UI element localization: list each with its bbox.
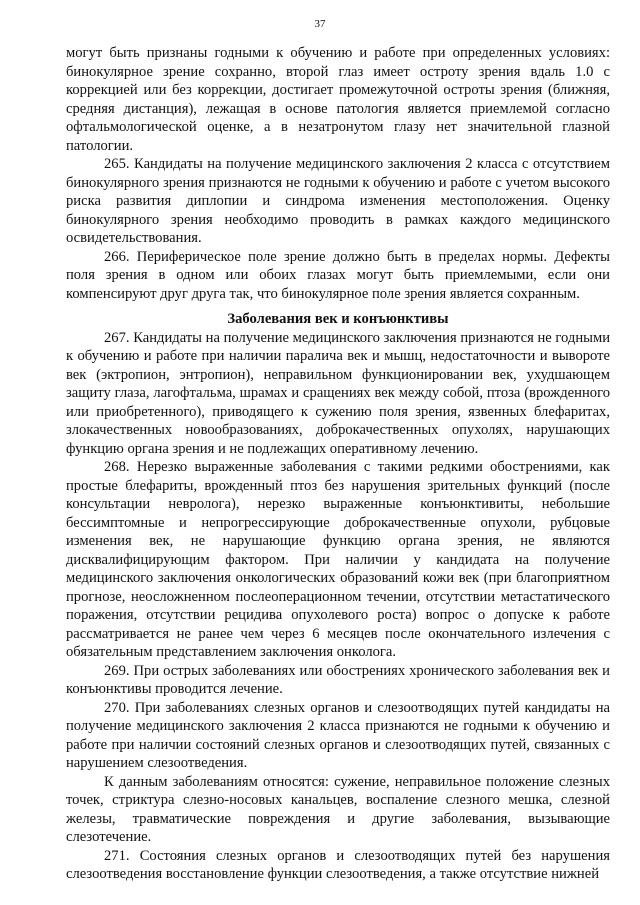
page-number: 37 bbox=[314, 18, 326, 30]
paragraph-267: 267. Кандидаты на получение медицинского заключения признаются не годными к обучению и работе при наличии паралича век и мышц, недостаточности и вывороте век (эктропион, энтропион), неправильном функционировании век, ухудшающем защиту глаза, лагофтальма, шрамах и сращениях век между собой, птоза (врожденного или приобретенного), приводящего к сужению поля зрения, язвенных блефаритах, злокачественных новообразованиях, доброкачественных опухолях, нарушающих функцию органа зрения и не подлежащих оперативному лечению. bbox=[66, 329, 610, 457]
paragraph-271: 271. Состояния слезных органов и слезоотводящих путей без нарушения слезоотведения восстановление функции слезоотведения, а также отсутствие нижней bbox=[66, 847, 610, 882]
document-body bbox=[66, 44, 610, 884]
paragraph-268: 268. Нерезко выраженные заболевания с такими редкими обострениями, как простые блефариты, врожденный птоз без нарушения зрительных функций (после консультации невролога), нерезко выраженные конъюнктивиты, небольшие бессимптомные и непрогрессирующие доброкачественные опухоли, рубцовые изменения век, не нарушающие функцию органа зрения, не являются дисквалифицирующим фактором. При наличии у кандидата на получение медицинского заключения онкологических образований кожи век (при благоприятном прогнозе, неосложненном послеоперационном течении, отсутствии метастатического поражения, отсутствии рецидива опухолевого роста) вопрос о допуске к работе рассматривается не ранее чем через 6 месяцев после окончательного излечения с обязательным представлением заключения онколога. bbox=[66, 459, 610, 660]
paragraph-270: 270. При заболеваниях слезных органов и слезоотводящих путей кандидаты на получение медицинского заключения 2 класса признаются не годными к обучению и работе при наличии состояний слезных органов и слезоотводящих путей, связанных с нарушением слезоотведения. bbox=[66, 699, 610, 771]
paragraph-269: 269. При острых заболеваниях или обострениях хронического заболевания век и конъюнктивы проводится лечение. bbox=[66, 662, 610, 697]
paragraph-266: 266. Периферическое поле зрение должно быть в пределах нормы. Дефекты поля зрения в одном или обоих глазах могут быть приемлемыми, если они компенсируют друг друга так, что бинокулярное поле зрения является сохранным. bbox=[66, 248, 610, 302]
paragraph-265: 265. Кандидаты на получение медицинского заключения 2 класса с отсутствием бинокулярного зрения признаются не годными к обучению и работе с учетом высокого риска развития диплопии и синдрома изменения местоположения. Оценку бинокулярного зрения необходимо проводить в рамках каждого медицинского освидетельствования. bbox=[66, 156, 610, 246]
paragraph-continuation: могут быть признаны годными к обучению и работе при определенных условиях: бинокулярное зрение сохранно, второй глаз имеет остроту зрения вдаль 1.0 с коррекцией или без коррекции, достигает промежуточной остроты зрения (ближняя, средняя дистанция), лежащая в основе патология является приемлемой согласно офтальмологической оценке, а в незатронутом глазу нет значительной глазной патологии. bbox=[66, 45, 610, 154]
paragraph-270-list: К данным заболеваниям относятся: сужение, неправильное положение слезных точек, стриктура слезно-носовых канальцев, воспаление слезного мешка, слезной железы, травматические повреждения и другие заболевания, вызывающие слезотечение. bbox=[66, 773, 610, 845]
section-heading: Заболевания век и конъюнктивы bbox=[227, 311, 449, 327]
